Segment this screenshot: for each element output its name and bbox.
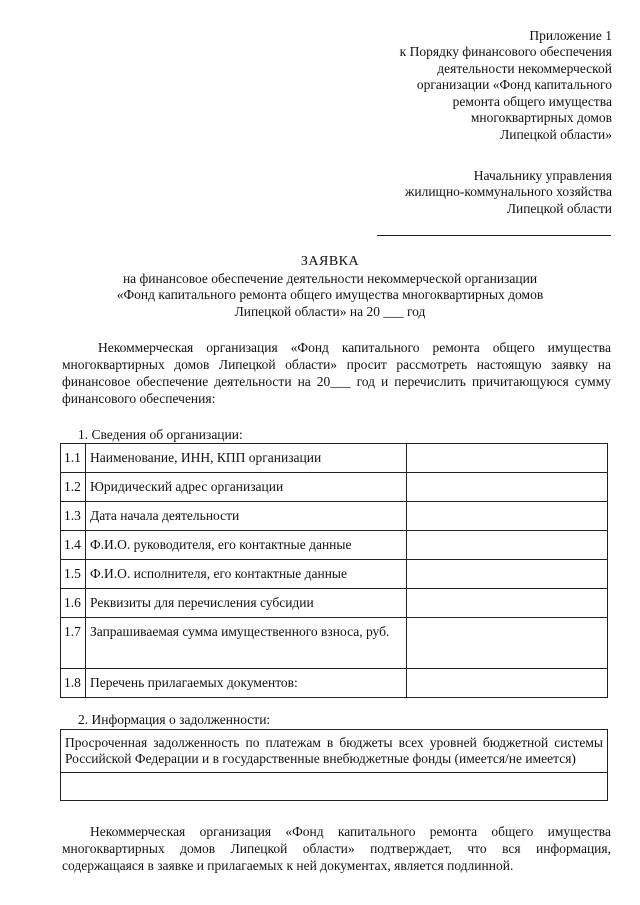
row-label: Ф.И.О. исполнителя, его контактные данные (86, 560, 407, 589)
table-row (61, 730, 608, 773)
row-label: Запрашиваемая сумма имущественного взноса, руб. (86, 618, 407, 669)
table-row (61, 531, 608, 560)
title-line: «Фонд капитального ремонта общего имущества многоквартирных домов (116, 287, 544, 303)
addressee-line: Начальнику управления (473, 168, 612, 183)
section2-heading: 2. Информация о задолженности: (78, 712, 271, 727)
row-value-cell[interactable] (407, 473, 608, 502)
row-label: Реквизиты для перечисления субсидии (86, 589, 407, 618)
row-number: 1.7 (61, 618, 86, 669)
section1-heading: 1. Сведения об организации: (78, 427, 243, 442)
table-row (61, 772, 608, 800)
row-number: 1.3 (61, 502, 86, 531)
row-value-cell[interactable] (407, 502, 608, 531)
row-value-cell[interactable] (407, 444, 608, 473)
row-value-cell[interactable] (407, 560, 608, 589)
table-row (61, 473, 608, 502)
addressee-block (292, 168, 612, 217)
appendix-line: деятельности некоммерческой (437, 60, 612, 76)
row-label: Перечень прилагаемых документов: (86, 669, 407, 698)
organization-info-table (60, 443, 608, 698)
sender-signature-line (377, 235, 611, 236)
document-title (60, 253, 600, 321)
row-number: 1.6 (61, 589, 86, 618)
row-value-cell[interactable] (407, 669, 608, 698)
title-line: на финансовое обеспечение деятельности некоммерческой организации (122, 270, 538, 286)
row-value-cell[interactable] (407, 618, 608, 669)
row-number: 1.2 (61, 473, 86, 502)
appendix-header (312, 28, 612, 143)
debt-answer-cell[interactable] (61, 772, 608, 800)
appendix-line: Приложение 1 (529, 28, 612, 43)
row-value-cell[interactable] (407, 589, 608, 618)
row-number: 1.5 (61, 560, 86, 589)
row-number: 1.8 (61, 669, 86, 698)
intro-paragraph: Некоммерческая организация «Фонд капитального ремонта общего имущества многоквартирных домов Липецкой области» просит рассмотреть настоящую заявку на финансовое обеспечение деятельности на 20___ год и перечислить причитающуюся сумму финансового обеспечения: (62, 340, 611, 406)
appendix-line: к Порядку финансового обеспечения (399, 44, 612, 60)
addressee-line: Липецкой области (506, 200, 612, 216)
table-row (61, 560, 608, 589)
row-number: 1.4 (61, 531, 86, 560)
appendix-line: организации «Фонд капитального (416, 77, 612, 93)
table-row (61, 669, 608, 698)
row-label: Дата начала деятельности (86, 502, 407, 531)
row-number: 1.1 (61, 444, 86, 473)
row-label: Наименование, ИНН, КПП организации (86, 444, 407, 473)
table-row (61, 444, 608, 473)
appendix-line: ремонта общего имущества (452, 93, 612, 109)
appendix-line: многоквартирных домов (470, 110, 612, 126)
table-row (61, 618, 608, 669)
table-row (61, 502, 608, 531)
appendix-line: Липецкой области» (500, 126, 612, 142)
closing-paragraph: Некоммерческая организация «Фонд капитального ремонта общего имущества многоквартирных домов Липецкой области» подтверждает, что вся информация, содержащаяся в заявке и прилагаемых к ней документах, является подлинной. (62, 824, 611, 873)
addressee-line: жилищно-коммунального хозяйства (405, 184, 612, 200)
row-value-cell[interactable] (407, 531, 608, 560)
debt-question: Просроченная задолженность по платежам в бюджеты всех уровней бюджетной системы Российской Федерации и в государственные внебюджетные фонды (имеется/не имеется) (61, 730, 608, 773)
row-label: Юридический адрес организации (86, 473, 407, 502)
title-line: Липецкой области» на 20 ___ год (234, 304, 426, 320)
debt-info-table (60, 729, 608, 801)
row-label: Ф.И.О. руководителя, его контактные данные (86, 531, 407, 560)
title-heading: ЗАЯВКА (300, 254, 360, 269)
table-row (61, 589, 608, 618)
